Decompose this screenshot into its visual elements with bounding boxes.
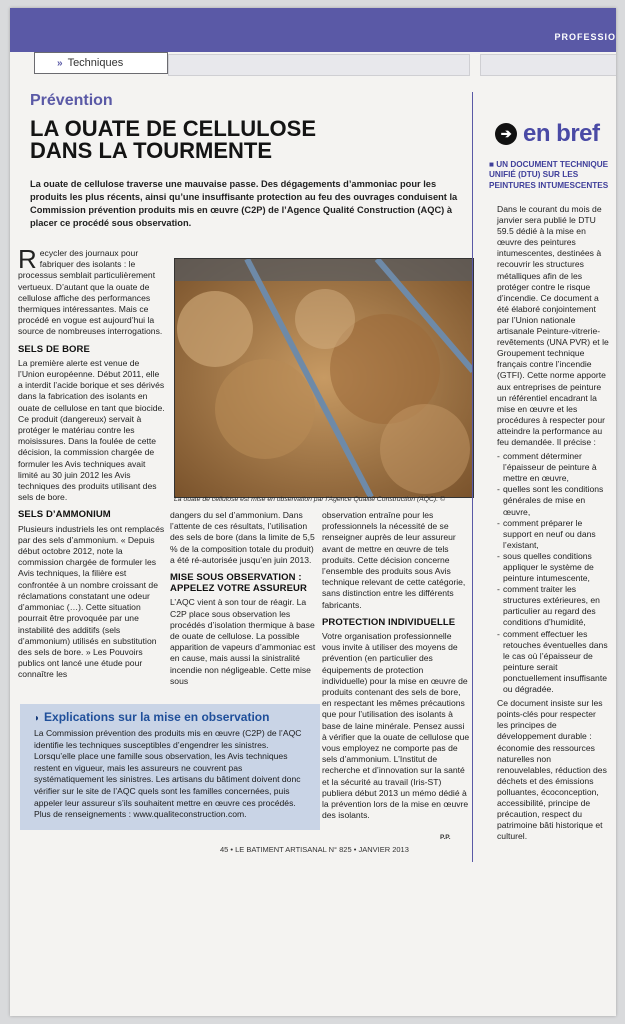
half-circle-bullet-icon: ◗ (34, 713, 41, 724)
en-bref-body (497, 204, 609, 845)
magazine-page (10, 8, 616, 1016)
explanation-box-link: Plus de renseignements : www.qualiteconstruction.com. (34, 809, 247, 820)
en-bref-item-title: ■ UN DOCUMENT TECHNIQUE UNIFIÉ (DTU) SUR LES PEINTURES INTUMESCENTES (489, 160, 609, 190)
chevron-right-icon: » (57, 57, 63, 69)
arrow-circle-icon: ➔ (495, 123, 517, 145)
photo-credit: © (439, 496, 445, 503)
author-signature: P.P. (440, 834, 451, 841)
list-item: - comment traiter les structures extérieures, en particulier au regard des conditions d’humidité, (497, 584, 609, 628)
title-line-2: DANS LA TOURMENTE (30, 138, 272, 163)
en-bref-paragraph-1: Dans le courant du mois de janvier sera publié le DTU 59.5 dédié à la mise en œuvre des peintures intumescentes, destinées à recouvrir les structures métalliques afin de les protéger contre le risque d’incendie. Ce document a été élaboré conjointement par l’Union nationale artisanale Peinture-vitrerie-revêtements (UNA PVR) et le Groupement technique français contre l’incendie (GTFI). Cette norme apporte aux entreprises de peinture un référentiel encadrant la mise en œuvre et les procédures à respecter pour atteindre la performance au feu demandée. Il précise : (497, 204, 609, 447)
heading-sels-ammonium: SELS D’AMMONIUM (18, 509, 111, 521)
square-bullet-icon: ■ (489, 160, 494, 169)
section-tab (34, 52, 168, 74)
en-bref-list (497, 451, 609, 695)
list-item: - comment préparer le support en neuf ou dans l’existant, (497, 518, 609, 551)
en-bref-sidebar (472, 92, 616, 862)
article-column-3 (322, 510, 470, 825)
header-divider-bar (168, 54, 470, 76)
drop-cap: R (18, 244, 37, 274)
paragraph-ammonium-continued: dangers du sel d’ammonium. Dans l’attente de ces résultats, l’utilisation des sels de bore (dans la limite de 5,5 % de la composition totale du produit) a été ré-autorisée jusqu’en juin 2013. (170, 510, 315, 565)
intro-paragraph: Recycler des journaux pour fabriquer des isolants : le processus semblait particulièrement vertueux. D’autant que la ouate de cellulose affiche des performances thermiques intéressantes. Mais ce procédé en vogue est aujourd’hui la source de nombreuses interrogations. (18, 244, 163, 337)
paragraph-mise-sous-observation: L’AQC vient à son tour de réagir. La C2P place sous observation les procédés d’isolation thermique à base de ouate de cellulose. La possible apparition de vapeurs d’ammoniac est en cause, mais aussi la sinistralité incendie non négligeable. Cette mise sous (170, 597, 316, 686)
article-column-1 (18, 244, 166, 685)
en-bref-heading: ➔ en bref (495, 120, 600, 148)
cellulose-insulation-image (175, 259, 473, 497)
title-line-1: LA OUATE DE CELLULOSE (30, 116, 316, 141)
section-band-label: PROFESSIO (554, 32, 616, 42)
top-color-band (10, 8, 616, 52)
en-bref-paragraph-2: Ce document insiste sur les points-clés pour respecter les principes de développement durable : économie des ressources naturelles non renouvelables, réduction des déchets et des émissions polluantes, écoconception, accessibilité, principe de précaution, respect du patrimoine bâti historique et culturel. (497, 698, 607, 842)
article-category: Prévention (30, 92, 113, 109)
explanation-box (20, 704, 320, 830)
paragraph-sels-ammonium: Plusieurs industriels les ont remplacés par des sels d’ammonium. « Depuis début octobre 2012, note la commission chargée de formuler les Avis techniques, la filière est confrontée à un nombre croissant de réclamations constatant une odeur d’ammoniac (…). Cette situation pourrait être provoquée par une instabilité des additifs (sels d’ammonium) utilisés en substitution des sels de bore. » Les Pouvoirs publics ont lancé une étude pour connaître les (18, 523, 165, 680)
heading-protection-individuelle: PROTECTION INDIVIDUELLE (322, 616, 456, 628)
list-item: - sous quelles conditions appliquer le système de peinture intumescente, (497, 551, 609, 584)
list-item: - quelles sont les conditions générales de mise en œuvre, (497, 484, 609, 517)
explanation-box-text: La Commission prévention des produits mis en œuvre (C2P) de l’AQC identifie les techniques susceptibles d’engendrer les sinistres. Lorsqu’elle place une famille sous observation, les Avis techniques restent en vigueur, mais les assureurs ne couvrent pas systématiquement les sinistres. Les artisans du bâtiment doivent donc vérifier sur le site de l’AQC quels sont les familles concernées, puis appeler leur assureur s’ils souhaitent mettre en œuvre ces procédés. (34, 728, 302, 808)
paragraph-observation-continued: observation entraîne pour les professionnels la nécessité de se renseigner auprès de leur assureur avant de mettre en œuvre de tels produits. Cette décision concerne l’ensemble des produits sous Avis technique relevant de cette catégorie, sans distinction entre les différents fabricants. (322, 510, 466, 610)
explanation-box-title: ◗ Explications sur la mise en observation (34, 710, 270, 724)
article-column-2 (170, 510, 318, 691)
insulation-photo (174, 258, 474, 498)
header-divider-bar-right (480, 54, 616, 76)
paragraph-protection-individuelle: Votre organisation professionnelle vous invite à utiliser des moyens de prévention (en particulier des équipements de protection individuelle) pour la mise en œuvre de produits contenant des sels de bore, en respectant les mêmes précautions que pour l’utilisation des isolants à base de laine minérale. Pensez aussi à vérifier que la ouate de cellulose que vous employez ne comporte pas de sels d’ammonium. L’Institut de recherche et d’innovation sur la santé et la sécurité au travail (Iris-ST) publiera début 2013 un mémo dédié à la prévention lors de la mise en œuvre des isolants. (322, 631, 470, 821)
paragraph-sels-de-bore: La première alerte est venue de l’Union européenne. Début 2011, elle a interdit l’acide borique et ses dérivés dans la fabrication des isolants en ouate de cellulose en tant que biocide. Ce produit (dangereux) servait à protéger le matériau contre les moisissures. Dans la foulée de cette décision, la commission chargée de formuler les Avis techniques avait limité au 30 juin 2012 les Avis techniques des produits utilisant des sels de bore. (18, 357, 165, 503)
article-title (30, 118, 470, 162)
article-lead: La ouate de cellulose traverse une mauvaise passe. Des dégagements d’ammoniac pour les produits les plus récents, ainsi qu’une insuffisante protection au feu des ouvrages conduisent la Commission prévention produits mis en œuvre (C2P) de l’Agence Qualité Construction (AQC) à placer ce procédé sous observation. (30, 179, 458, 228)
heading-mise-sous-observation: MISE SOUS OBSERVATION : APPELEZ VOTRE ASSUREUR (170, 572, 307, 595)
list-item: - comment effectuer les retouches éventuelles dans le cas où l’épaisseur de peinture serait ponctuellement insuffisante ou dégradée. (497, 629, 609, 696)
photo-caption: La ouate de cellulose est mise en observation par l’Agence Qualité Construction (AQC). © (174, 496, 445, 503)
page-footer: 45 • LE BATIMENT ARTISANAL N° 825 • JANVIER 2013 (220, 845, 409, 854)
heading-sels-de-bore: SELS DE BORE (18, 343, 90, 355)
section-tab-label: Techniques (67, 57, 124, 69)
list-item: - comment déterminer l’épaisseur de peinture à mettre en œuvre, (497, 451, 609, 484)
